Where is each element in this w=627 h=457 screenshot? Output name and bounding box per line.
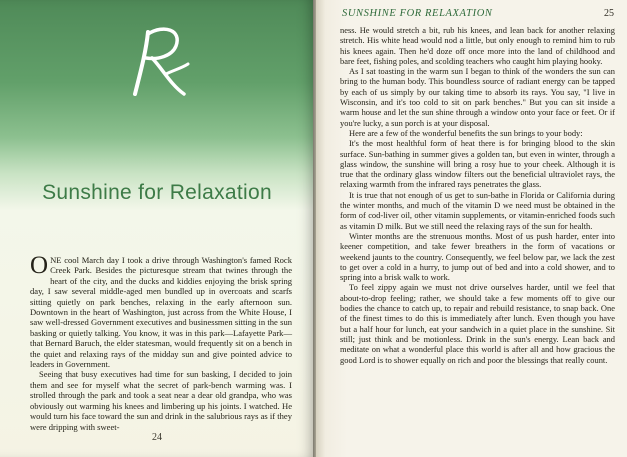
running-header: [342, 8, 614, 22]
paragraph: As I sat toasting in the warm sun I began to think of the wonders the sun can bring to the human body. This boundless source of radiant energy can be tapped by each of us simply by our taking time to absorb its rays. You say, "I live in Wisconsin, and it's too cold to sit on park benches." But you can sit inside a warm house and let the sun shine through a window onto your face or feet. Or if you're lucky, a sun porch is at your disposal.: [340, 66, 615, 128]
right-body-text: [340, 25, 615, 365]
paragraph: ness. He would stretch a bit, rub his knees, and lean back for another relaxing stretch. His white head would nod a little, but only enough to remind him to rub his knees again. Then he'd doze off once more into the land of childhood and bare feet, fishing poles, and scolding teachers who caught him playing hooky.: [340, 25, 615, 66]
opening-paragraph: [30, 252, 292, 370]
paragraph: Seeing that busy executives had time for sun basking, I decided to join them and see for myself what the secret of park-bench warming was. I strolled through the park and took a seat near a dear old grandpa, who was obviously out warming his knees and limbering up his joints. I watched. He would turn his face toward the sun and drink in the salubrious rays as if they were dripping with sweet-: [30, 369, 292, 432]
opening-paragraph-text: NE cool March day I took a drive through Washington's famed Rock Creek Park. Besides the picturesque stream that twines through the heart of the city, and the ducks and kiddies enjoying the brisk spring day, I saw several middle-aged men bundled up in overcoats and scarfs sitting quietly on park benches, relaxing in the early afternoon sun. Downtown in the heart of Washington, just across from the White House, I saw well-dressed Government executives and businessmen sitting in the sun basking or quietly talking. You know, it was in this park—Lafayette Park—that Bernard Baruch, the elder statesman, would frequently sit on a bench in the quiet and relaxing rays of the midday sun and give pointed advice to leaders in Government.: [30, 255, 292, 370]
left-body-text: [30, 252, 292, 432]
paragraph: It is true that not enough of us get to sun-bathe in Florida or California during the winter months, and much of the vitamin D we need must be obtained in the form of cod-liver oil, other vitamin supplements, or vitamin-enriched foods such as vitamin D milk. But we still need the relaxing rays of the sun for health.: [340, 189, 615, 231]
paragraph: It's the most healthful form of heat there is for bringing blood to the skin surface. Sun-bathing in summer gives a golden tan, but even in winter, through a glass window, the sunshine will bring a rosy hue to your cheek. Although it is true that the ordinary glass window filters out the beneficial ultraviolet rays, the relaxing warmth from the infrared rays penetrates the glass.: [340, 138, 615, 190]
right-page: [316, 0, 627, 457]
page-number-left: 24: [152, 432, 162, 443]
rx-logo: [126, 22, 196, 102]
paragraph: Winter months are the strenuous months. Most of us push harder, enter into keener competition, and take fewer breathers in the form of vacations or weekend jaunts to the country. Consequently, we feel below par, we lack the zest to get over a cold in a hurry, to jump out of bed and into a cold shower, and to spring into a brisk walk to work.: [340, 230, 615, 283]
running-head-title: SUNSHINE FOR RELAXATION: [342, 8, 493, 19]
chapter-title: Sunshine for Relaxation: [42, 181, 272, 204]
paragraph: To feel zippy again we must not drive ourselves harder, until we feel that about-to-drop feeling; rather, we should take a few moments off to give our bodies the chance to catch up, to repair and rebuild resistance, to snap back. One of the finest times to do this is immediately after lunch. Even though you have but a half hour for lunch, eat your sandwich in a quiet place in the sunshine. Sit still; just think and be motionless. Drink in the sun's energy. Lean back and meditate on what a wonderful place this world is after all and how gracious the good Lord is to shower equally on rich and poor the blessings that really count.: [340, 282, 615, 365]
drop-cap: O: [30, 252, 49, 279]
page-number-right: 25: [604, 8, 614, 19]
paragraph: Here are a few of the wonderful benefits the sun brings to your body:: [349, 127, 583, 138]
